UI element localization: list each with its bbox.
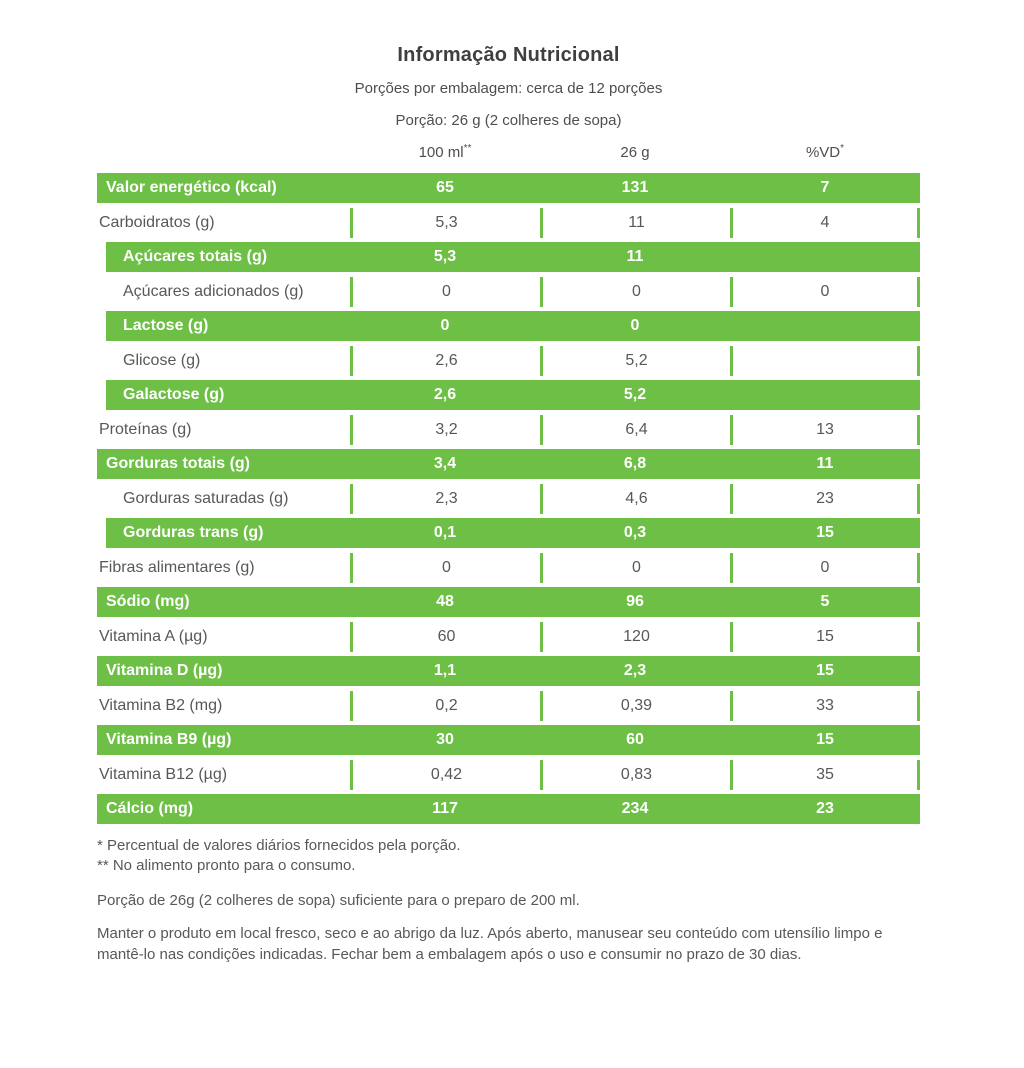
servings-per-package: Porções por embalagem: cerca de 12 porções bbox=[354, 80, 663, 97]
row-value-vd: 23 bbox=[816, 800, 834, 817]
row-value-100ml: 5,3 bbox=[350, 208, 540, 238]
row-value-vd: 11 bbox=[816, 455, 834, 472]
row-label: Gorduras totais (g) bbox=[106, 455, 251, 472]
row-label: Cálcio (mg) bbox=[106, 800, 194, 817]
row-value-26g: 11 bbox=[626, 248, 644, 265]
storage-note: Manter o produto em local fresco, seco e ao abrigo da luz. Após aberto, manusear seu conteúdo com utensílio limpo e mantê-lo nas condições indicadas. Fechar bem a embalagem após o uso e consumir no prazo de 30 dias. bbox=[97, 925, 883, 963]
row-value-vd: 7 bbox=[820, 179, 830, 196]
column-header-100ml-text: 100 ml bbox=[418, 144, 464, 161]
row-value-26g: 6,8 bbox=[623, 455, 647, 472]
footnotes bbox=[97, 836, 920, 876]
row-label: Vitamina B12 (µg) bbox=[99, 765, 228, 783]
table-row bbox=[106, 380, 920, 410]
serving-size: Porção: 26 g (2 colheres de sopa) bbox=[395, 112, 622, 129]
row-value-26g: 131 bbox=[621, 179, 649, 196]
table-row bbox=[97, 484, 920, 514]
footnote-daily-values: * Percentual de valores diários fornecidos pela porção. bbox=[97, 837, 461, 854]
table-row bbox=[97, 553, 920, 583]
table-row bbox=[97, 622, 920, 652]
column-header-vd bbox=[730, 143, 920, 161]
row-value-26g: 4,6 bbox=[540, 484, 730, 514]
table-row bbox=[97, 725, 920, 755]
row-label: Carboidratos (g) bbox=[99, 213, 215, 231]
row-value-26g: 2,3 bbox=[623, 662, 647, 679]
row-value-26g: 0 bbox=[540, 277, 730, 307]
row-value-vd bbox=[730, 346, 920, 376]
table-row bbox=[97, 587, 920, 617]
row-value-26g: 96 bbox=[626, 593, 644, 610]
row-value-vd: 35 bbox=[730, 760, 920, 790]
row-value-100ml: 0 bbox=[440, 317, 450, 334]
page-title: Informação Nutricional bbox=[397, 44, 620, 66]
row-value-vd: 15 bbox=[816, 662, 834, 679]
table-row bbox=[97, 760, 920, 790]
column-headers bbox=[97, 143, 920, 161]
row-value-vd: 23 bbox=[730, 484, 920, 514]
table-row bbox=[97, 208, 920, 238]
row-value-vd: 5 bbox=[820, 593, 830, 610]
table-row bbox=[97, 794, 920, 824]
row-value-100ml: 0,1 bbox=[433, 524, 457, 541]
row-value-26g: 11 bbox=[540, 208, 730, 238]
column-header-vd-text: %VD bbox=[805, 144, 841, 161]
row-label: Proteínas (g) bbox=[99, 420, 192, 438]
row-value-26g: 6,4 bbox=[540, 415, 730, 445]
row-label: Gorduras trans (g) bbox=[123, 524, 264, 541]
table-row bbox=[97, 277, 920, 307]
row-value-vd: 33 bbox=[730, 691, 920, 721]
row-value-100ml: 2,6 bbox=[350, 346, 540, 376]
row-value-26g: 120 bbox=[540, 622, 730, 652]
nutrition-table bbox=[97, 173, 920, 824]
row-value-100ml: 3,2 bbox=[350, 415, 540, 445]
row-label: Vitamina B9 (µg) bbox=[106, 731, 232, 748]
row-label: Lactose (g) bbox=[123, 317, 209, 334]
column-header-26g-text: 26 g bbox=[620, 144, 650, 161]
row-value-100ml: 5,3 bbox=[433, 248, 457, 265]
row-label: Valor energético (kcal) bbox=[106, 179, 277, 196]
row-label: Sódio (mg) bbox=[106, 593, 190, 610]
row-value-100ml: 1,1 bbox=[433, 662, 457, 679]
column-header-100ml bbox=[350, 143, 540, 161]
row-value-vd: 13 bbox=[730, 415, 920, 445]
row-value-vd bbox=[730, 311, 920, 341]
nutrition-label bbox=[97, 44, 920, 965]
row-value-26g: 0 bbox=[540, 553, 730, 583]
table-row bbox=[97, 346, 920, 376]
row-value-100ml: 117 bbox=[432, 800, 458, 817]
row-value-vd bbox=[730, 380, 920, 410]
column-header-vd-sup: * bbox=[840, 143, 845, 154]
row-label: Vitamina B2 (mg) bbox=[99, 696, 223, 714]
row-value-100ml: 2,3 bbox=[350, 484, 540, 514]
row-label: Glicose (g) bbox=[123, 351, 201, 369]
row-value-100ml: 30 bbox=[436, 731, 454, 748]
table-row bbox=[106, 518, 920, 548]
row-value-vd: 4 bbox=[730, 208, 920, 238]
table-row bbox=[97, 449, 920, 479]
row-value-26g: 234 bbox=[621, 800, 649, 817]
row-value-vd: 15 bbox=[730, 622, 920, 652]
table-row bbox=[106, 242, 920, 272]
row-label: Gorduras saturadas (g) bbox=[123, 489, 289, 507]
row-value-100ml: 60 bbox=[350, 622, 540, 652]
row-value-26g: 0,39 bbox=[540, 691, 730, 721]
row-label: Açúcares adicionados (g) bbox=[123, 282, 304, 300]
row-label: Fibras alimentares (g) bbox=[99, 558, 255, 576]
row-label: Vitamina D (µg) bbox=[106, 662, 223, 679]
row-value-100ml: 0,2 bbox=[350, 691, 540, 721]
row-label: Galactose (g) bbox=[123, 386, 225, 403]
row-value-100ml: 0 bbox=[350, 553, 540, 583]
table-row bbox=[97, 691, 920, 721]
row-value-26g: 5,2 bbox=[540, 346, 730, 376]
row-value-26g: 60 bbox=[626, 731, 644, 748]
row-value-100ml: 65 bbox=[436, 179, 454, 196]
table-row bbox=[106, 311, 920, 341]
table-row bbox=[97, 415, 920, 445]
column-header-spacer bbox=[97, 143, 350, 161]
row-value-26g: 5,2 bbox=[623, 386, 647, 403]
row-value-26g: 0,3 bbox=[623, 524, 647, 541]
preparation-note: Porção de 26g (2 colheres de sopa) suficiente para o preparo de 200 ml. bbox=[97, 892, 580, 909]
footnote-prepared-food: ** No alimento pronto para o consumo. bbox=[97, 857, 356, 874]
row-value-100ml: 0,42 bbox=[350, 760, 540, 790]
column-header-26g bbox=[540, 143, 730, 161]
row-value-100ml: 3,4 bbox=[433, 455, 457, 472]
row-label: Vitamina A (µg) bbox=[99, 627, 208, 645]
row-value-vd: 0 bbox=[730, 553, 920, 583]
row-value-100ml: 48 bbox=[436, 593, 454, 610]
table-row bbox=[97, 173, 920, 203]
row-value-26g: 0,83 bbox=[540, 760, 730, 790]
row-value-100ml: 0 bbox=[350, 277, 540, 307]
row-value-100ml: 2,6 bbox=[433, 386, 457, 403]
column-header-100ml-sup: ** bbox=[463, 143, 472, 154]
row-value-vd: 0 bbox=[730, 277, 920, 307]
row-label: Açúcares totais (g) bbox=[123, 248, 268, 265]
row-value-vd bbox=[730, 242, 920, 272]
row-value-26g: 0 bbox=[630, 317, 640, 334]
row-value-vd: 15 bbox=[816, 524, 834, 541]
row-value-vd: 15 bbox=[816, 731, 834, 748]
table-row bbox=[97, 656, 920, 686]
